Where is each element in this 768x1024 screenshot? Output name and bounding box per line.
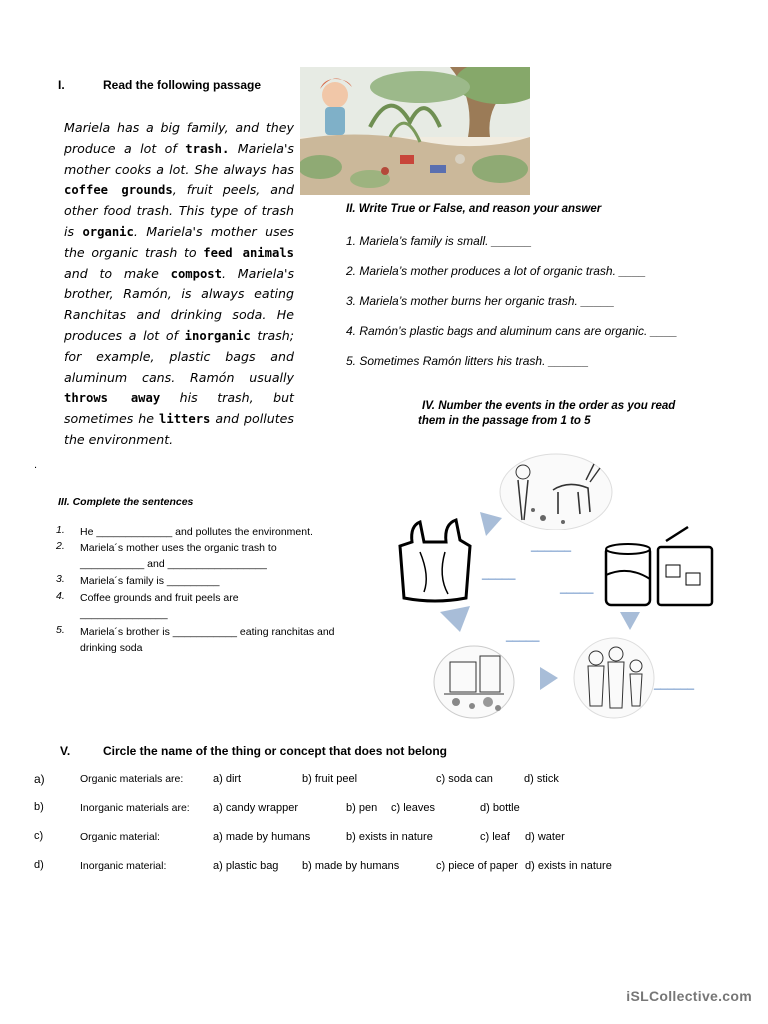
event-blank-1[interactable]: ______ xyxy=(531,538,572,552)
passage-text: Mariela's mother cooks a lot. She always has xyxy=(64,140,294,177)
option[interactable]: a) dirt xyxy=(213,773,242,785)
option[interactable]: b) exists in nature xyxy=(346,831,433,843)
section-5-roman: V. xyxy=(60,744,71,758)
reading-passage xyxy=(64,118,294,451)
option[interactable]: d) bottle xyxy=(480,802,520,814)
sentence-number: 3. xyxy=(56,573,65,585)
tf-item-4: 4. Ramón’s plastic bags and aluminum cans are organic. ____ xyxy=(346,324,678,338)
sentence-text: Mariela´s family is _________ xyxy=(80,575,220,587)
sentence-text: Coffee grounds and fruit peels are _______________ xyxy=(80,592,239,620)
row-letter: c) xyxy=(34,830,44,842)
section-4-title-line1: IV. Number the events in the order as you read xyxy=(422,400,676,412)
option[interactable]: d) exists in nature xyxy=(525,860,612,872)
sentence-text: He _____________ and pollutes the environment. xyxy=(80,526,313,538)
section-4-title-line2: them in the passage from 1 to 5 xyxy=(418,415,591,427)
arrow-icon xyxy=(620,612,640,630)
event-blank-4[interactable]: _____ xyxy=(506,628,540,642)
passage-keyword: feed animals xyxy=(203,245,294,260)
option[interactable]: c) soda can xyxy=(436,773,493,785)
sentence-text: Mariela´s mother uses the organic trash to ___________ and _________________ xyxy=(80,542,277,570)
section-5-title: Circle the name of the thing or concept that does not belong xyxy=(103,744,448,758)
row-label: Organic materials are: xyxy=(80,773,184,785)
tf-item-2: 2. Mariela’s mother produces a lot of organic trash. ____ xyxy=(346,264,646,278)
passage-text: , fruit peels, and other food trash. This type of trash is xyxy=(64,182,294,239)
option[interactable]: b) fruit peel xyxy=(302,773,358,785)
passage-keyword: trash. xyxy=(185,141,230,156)
tf-item-5: 5. Sometimes Ramón litters his trash. ______ xyxy=(346,354,589,368)
passage-keyword: organic xyxy=(82,224,134,239)
complete-sentences-list xyxy=(56,524,356,664)
passage-keyword: litters xyxy=(159,412,211,427)
passage-keyword: throws away xyxy=(64,391,161,406)
row-letter: b) xyxy=(34,801,44,813)
section-2-title: II. Write True or False, and reason your answer xyxy=(346,203,602,215)
option[interactable]: c) leaves xyxy=(391,802,436,814)
tf-item-1: 1. Mariela’s family is small. ______ xyxy=(346,234,532,248)
event-blank-5[interactable]: ______ xyxy=(654,676,695,690)
arrow-icon xyxy=(480,512,502,536)
section-3-title: III. Complete the sentences xyxy=(58,496,194,508)
row-label: Inorganic materials are: xyxy=(80,802,190,814)
option[interactable]: a) candy wrapper xyxy=(213,802,298,814)
row-label: Organic material: xyxy=(80,831,160,843)
sentence-number: 5. xyxy=(56,624,65,636)
passage-text: his trash, but sometimes he xyxy=(64,390,294,427)
sentence-number: 4. xyxy=(56,590,65,602)
sentence-text: Mariela´s brother is ___________ eating ranchitas and drinking soda xyxy=(80,626,335,654)
sentence-number: 1. xyxy=(56,524,65,536)
site-watermark: iSLCollective.com xyxy=(626,988,752,1004)
passage-text: and to make xyxy=(64,265,171,281)
option[interactable]: a) made by humans xyxy=(213,831,311,843)
section-1-title: Read the following passage xyxy=(103,78,262,92)
passage-text: Mariela has a big family, and they produce a lot of xyxy=(64,120,294,156)
passage-keyword: inorganic xyxy=(184,328,251,343)
passage-keyword: coffee grounds xyxy=(64,183,173,198)
passage-text: and pollutes the environment. xyxy=(64,411,294,447)
passage-text: . Mariela's mother uses the organic trash to xyxy=(64,223,294,260)
option[interactable]: d) water xyxy=(525,831,565,843)
option[interactable]: b) pen xyxy=(346,802,378,814)
option[interactable]: b) made by humans xyxy=(302,860,400,872)
row-letter: a) xyxy=(34,772,45,786)
tf-item-3: 3. Mariela’s mother burns her organic trash. _____ xyxy=(346,294,615,308)
passage-keyword: compost xyxy=(170,266,222,281)
passage-text: trash; for example, plastic bags and aluminum cans. Ramón usually xyxy=(64,327,294,385)
option[interactable]: c) leaf xyxy=(480,831,510,843)
row-label: Inorganic material: xyxy=(80,860,167,872)
option[interactable]: a) plastic bag xyxy=(213,860,279,872)
option[interactable]: c) piece of paper xyxy=(436,860,518,872)
trash-forest-illustration xyxy=(300,67,530,195)
stray-dot: . xyxy=(34,459,38,471)
arrow-icon xyxy=(540,667,558,690)
passage-text: . Mariela's brother, Ramón, is always eating Ranchitas and drinking soda. He produces a lot of xyxy=(64,265,295,343)
row-letter: d) xyxy=(34,859,44,871)
event-blank-2[interactable]: _____ xyxy=(482,566,516,580)
event-blank-3[interactable]: _____ xyxy=(560,580,594,594)
option[interactable]: d) stick xyxy=(524,773,559,785)
sentence-number: 2. xyxy=(56,540,65,552)
arrow-icon xyxy=(440,606,470,632)
section-1-roman: I. xyxy=(58,78,65,92)
